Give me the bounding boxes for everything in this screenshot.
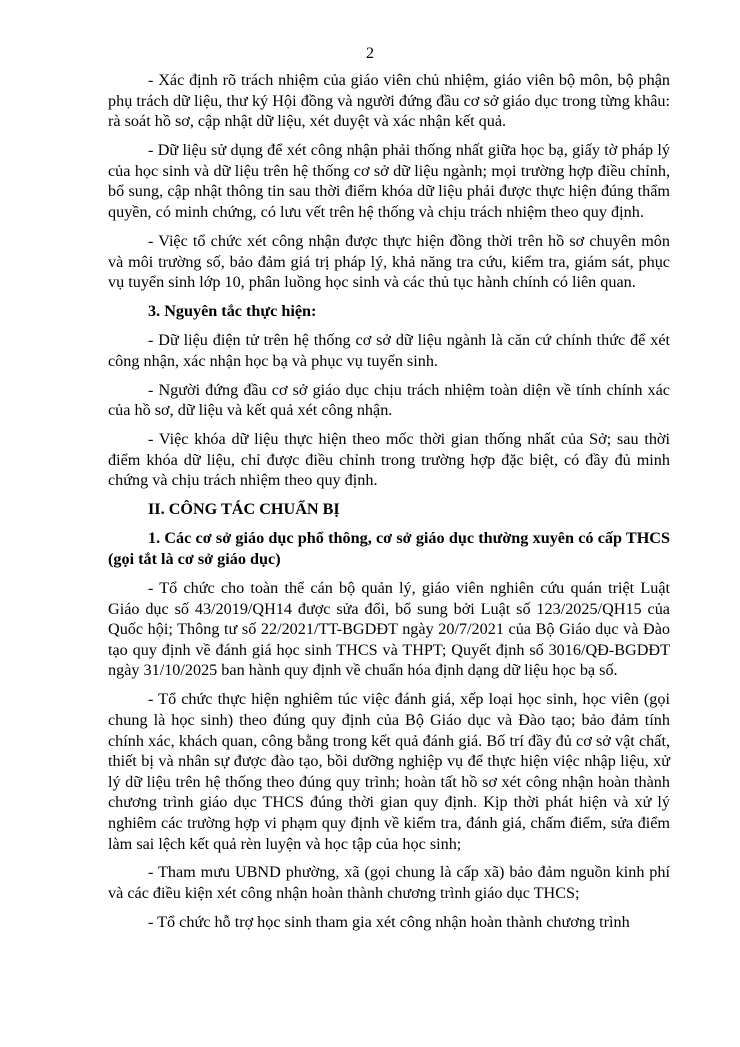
paragraph: - Người đứng đầu cơ sở giáo dục chịu trách nhiệm toàn diện về tính chính xác của hồ sơ, dữ liệu và kết quả xét công nhận. bbox=[108, 380, 670, 420]
subsection-heading: 1. Các cơ sở giáo dục phổ thông, cơ sở giáo dục thường xuyên có cấp THCS (gọi tắt là cơ sở giáo dục) bbox=[108, 529, 670, 568]
paragraph: - Việc tổ chức xét công nhận được thực hiện đồng thời trên hồ sơ chuyên môn và môi trường số, bảo đảm giá trị pháp lý, khả năng tra cứu, kiểm tra, giám sát, phục vụ tuyển sinh lớp 10, phân luồng học sinh và các thủ tục hành chính có liên quan. bbox=[108, 231, 670, 292]
paragraph: - Xác định rõ trách nhiệm của giáo viên chủ nhiệm, giáo viên bộ môn, bộ phận phụ trách dữ liệu, thư ký Hội đồng và người đứng đầu cơ sở giáo dục trong từng khâu: rà soát hồ sơ, cập nhật dữ liệu, xét duyệt và xác nhận kết quả. bbox=[108, 71, 670, 131]
paragraph: - Dữ liệu sử dụng để xét công nhận phải thống nhất giữa học bạ, giấy tờ pháp lý của học sinh và dữ liệu trên hệ thống cơ sở dữ liệu ngành; mọi trường hợp điều chỉnh, bổ sung, cập nhật thông tin sau thời điểm khóa dữ liệu phải được thực hiện đúng thẩm quyền, có minh chứng, có lưu vết trên hệ thống và chịu trách nhiệm theo quy định. bbox=[108, 141, 670, 221]
paragraph: - Tổ chức thực hiện nghiêm túc việc đánh giá, xếp loại học sinh, học viên (gọi chung là học sinh) theo đúng quy định của Bộ Giáo dục và Đào tạo; bảo đảm tính chính xác, khách quan, công bằng trong kết quả đánh giá. Bố trí đầy đủ cơ sở vật chất, thiết bị và nhân sự được đào tạo, bồi dưỡng nghiệp vụ để thực hiện việc nhập liệu, xử lý dữ liệu trên hệ thống theo đúng quy trình; hoàn tất hồ sơ xét công nhận hoàn thành chương trình giáo dục THCS đúng thời gian quy định. Kịp thời phát hiện và xử lý nghiêm các trường hợp vi phạm quy định về kiểm tra, đánh giá, chấm điểm, sửa điểm làm sai lệch kết quả rèn luyện và học tập của học sinh; bbox=[108, 690, 670, 853]
page-number: 2 bbox=[366, 45, 374, 62]
section-heading: 3. Nguyên tắc thực hiện: bbox=[148, 302, 317, 321]
paragraph: - Tổ chức cho toàn thể cán bộ quản lý, giáo viên nghiên cứu quán triệt Luật Giáo dục số 43/2019/QH14 được sửa đổi, bổ sung bởi Luật số 123/2025/QH15 của Quốc hội; Thông tư số 22/2021/TT-BGDĐT ngày 20/7/2021 của Bộ Giáo dục và Đào tạo quy định về đánh giá học sinh THCS và THPT; Quyết định số 3016/QĐ-BGDĐT ngày 31/10/2025 ban hành quy định về chuẩn hóa định dạng dữ liệu học bạ số. bbox=[108, 578, 670, 680]
document-body bbox=[108, 70, 670, 941]
paragraph: - Tham mưu UBND phường, xã (gọi chung là cấp xã) bảo đảm nguồn kinh phí và các điều kiện xét công nhận hoàn thành chương trình giáo dục THCS; bbox=[108, 863, 670, 903]
section-heading: II. CÔNG TÁC CHUẨN BỊ bbox=[148, 500, 340, 519]
paragraph: - Việc khóa dữ liệu thực hiện theo mốc thời gian thống nhất của Sở; sau thời điểm khóa dữ liệu, chỉ được điều chỉnh trong trường hợp đặc biệt, có đầy đủ minh chứng và chịu trách nhiệm theo quy định. bbox=[108, 430, 670, 490]
paragraph: - Dữ liệu điện tử trên hệ thống cơ sở dữ liệu ngành là căn cứ chính thức để xét công nhận, xác nhận học bạ và phục vụ tuyển sinh. bbox=[108, 331, 670, 370]
paragraph: - Tổ chức hỗ trợ học sinh tham gia xét công nhận hoàn thành chương trình bbox=[148, 913, 630, 932]
